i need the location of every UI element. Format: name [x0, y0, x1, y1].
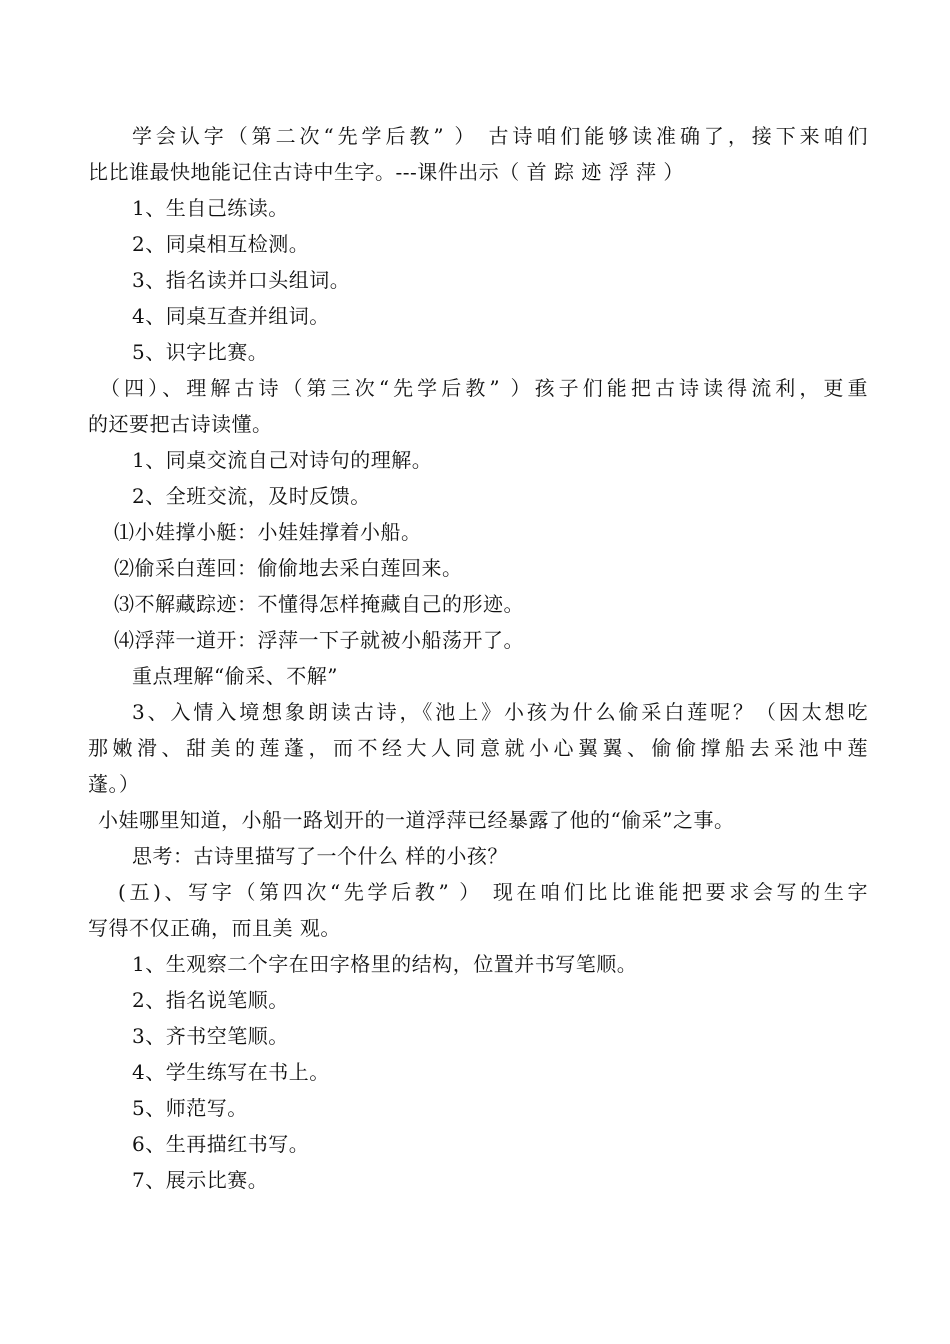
paragraph-line: 比比谁最快地能记住古诗中生字。---课件出示（ 首 踪 迹 浮 萍 ）	[88, 160, 684, 184]
list-item: 1、生自己练读。	[132, 196, 289, 220]
list-item: 7、展示比赛。	[132, 1168, 269, 1192]
paragraph-line: 学会认字（第二次“先学后教” ） 古诗咱们能够读准确了，接下来咱们	[132, 124, 868, 148]
list-item: 3、入情入境想象朗读古诗，《池上》小孩为什么偷采白莲呢？（因太想吃	[132, 700, 868, 724]
list-item: 3、指名读并口头组词。	[132, 268, 351, 292]
list-item: 6、生再描红书写。	[132, 1132, 310, 1156]
list-item: 2、同桌相互检测。	[132, 232, 310, 256]
section-heading-line: (五)、写字（第四次“先学后教” ） 现在咱们比比谁能把要求会写的生字	[118, 880, 868, 904]
paragraph-line: 的还要把古诗读懂。	[88, 412, 273, 436]
document-page	[88, 118, 868, 1198]
list-item: 5、师范写。	[132, 1096, 248, 1120]
list-item: 2、指名说笔顺。	[132, 988, 289, 1012]
sub-list-item: ⑶不解藏踪迹：不懂得怎样掩藏自己的形迹。	[114, 592, 524, 616]
list-item: 1、同桌交流自己对诗句的理解。	[132, 448, 433, 472]
sub-list-item: ⑵偷采白莲回：偷偷地去采白莲回来。	[114, 556, 463, 580]
list-item: 4、同桌互查并组词。	[132, 304, 330, 328]
paragraph-line: 小娃哪里知道，小船一路划开的一道浮萍已经暴露了他的“偷采”之事。	[98, 808, 735, 832]
section-heading-line: （四）、理解古诗（第三次“先学后教” ）孩子们能把古诗读得流利，更重	[100, 376, 868, 400]
paragraph-line: 那嫩滑、甜美的莲蓬，而不经大人同意就小心翼翼、偷偷撑船去采池中莲	[88, 736, 868, 760]
list-item: 2、全班交流，及时反馈。	[132, 484, 371, 508]
paragraph-line: 重点理解“偷采、不解”	[132, 664, 338, 688]
list-item: 1、生观察二个字在田字格里的结构，位置并书写笔顺。	[132, 952, 638, 976]
paragraph-line: 蓬。）	[88, 772, 140, 796]
list-item: 5、识字比赛。	[132, 340, 269, 364]
sub-list-item: ⑴小娃撑小艇：小娃娃撑着小船。	[114, 520, 422, 544]
paragraph-line: 写得不仅正确，而且美 观。	[88, 916, 341, 940]
list-item: 4、学生练写在书上。	[132, 1060, 330, 1084]
sub-list-item: ⑷浮萍一道开：浮萍一下子就被小船荡开了。	[114, 628, 524, 652]
paragraph-line: 思考：古诗里描写了一个什么 样的小孩？	[132, 844, 508, 868]
list-item: 3、齐书空笔顺。	[132, 1024, 289, 1048]
